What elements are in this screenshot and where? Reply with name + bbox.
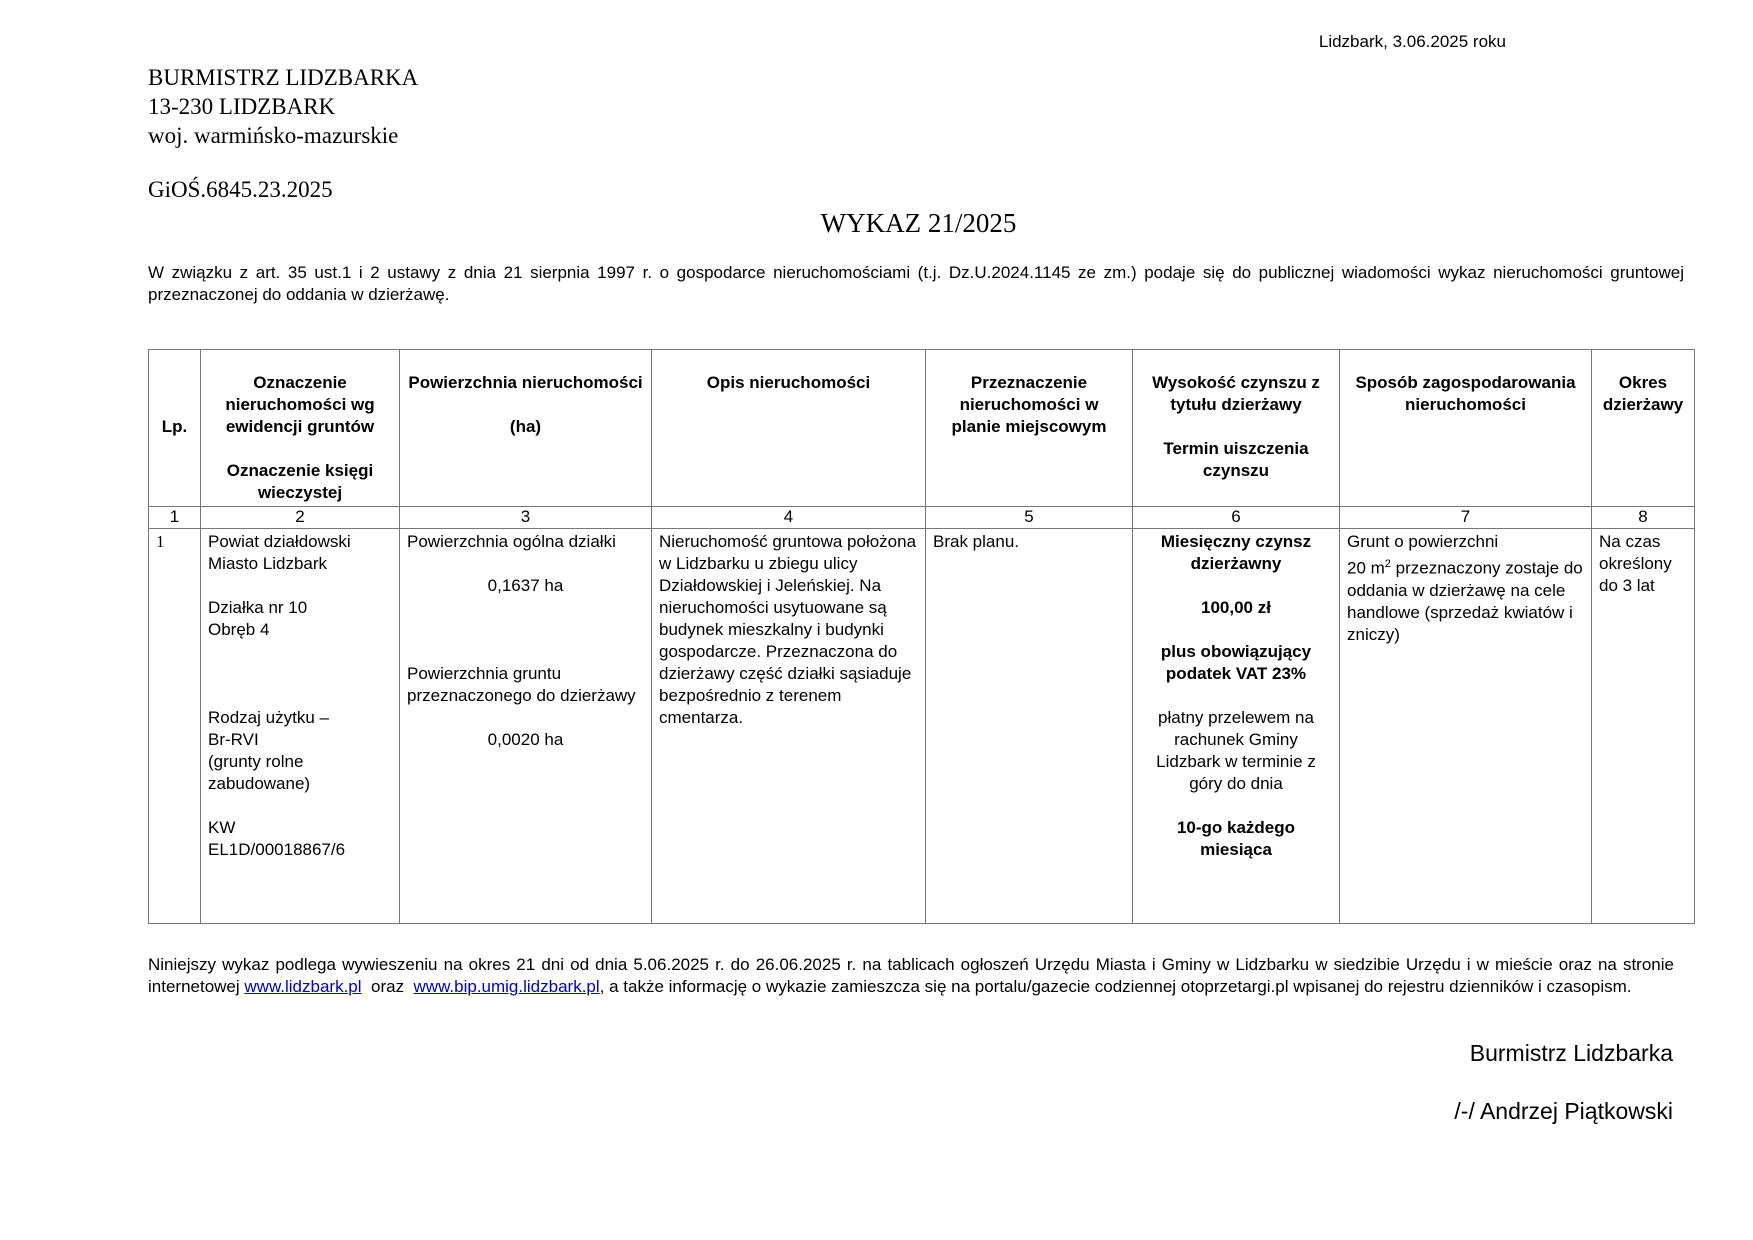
- header-designation-main: Oznaczenie nieruchomości wg ewidencji gruntów: [225, 373, 375, 436]
- cell-designation: [201, 529, 400, 924]
- column-number: 1: [149, 507, 201, 529]
- cell-zoning: Brak planu.: [926, 529, 1133, 924]
- rent-label: Miesięczny czynsz dzierżawny: [1160, 532, 1312, 573]
- designation-kw-label: KW: [208, 818, 236, 837]
- usage-purpose: przeznaczony zostaje do oddania w dzierżawę na cele handlowe (sprzedaż kwiatów i zniczy): [1347, 558, 1583, 644]
- header-rent-amount: Wysokość czynszu z tytułu dzierżawy: [1152, 373, 1320, 414]
- header-area-unit: (ha): [509, 417, 542, 436]
- designation-use-desc-1: (grunty rolne: [208, 752, 304, 771]
- column-number: 2: [201, 507, 400, 529]
- header-usage: Sposób zagospodarowania nieruchomości: [1340, 350, 1592, 507]
- area-lease-value: 0,0020 ha: [487, 730, 564, 749]
- issuer-line-1: BURMISTRZ LIDZBARKA: [148, 65, 419, 90]
- area-total-value: 0,1637 ha: [487, 576, 564, 595]
- cell-lease-period: Na czas określony do 3 lat: [1592, 529, 1695, 924]
- designation-use-type: Br-RVI: [208, 730, 259, 749]
- header-rent: [1133, 350, 1340, 507]
- designation-kw-number: EL1D/00018867/6: [208, 840, 346, 859]
- designation-precinct: Obręb 4: [208, 620, 270, 639]
- intro-paragraph: W związku z art. 35 ust.1 i 2 ustawy z dnia 21 sierpnia 1997 r. o gospodarce nieruchomościami (t.j. Dz.U.2024.1145 ze zm.) podaje się do publicznej wiadomości wykaz nieruchomości gruntowej przeznaczonej do oddania w dzierżawę.: [148, 263, 1684, 304]
- column-number: 7: [1340, 507, 1592, 529]
- rent-amount: 100,00 zł: [1201, 598, 1271, 617]
- header-rent-deadline: Termin uiszczenia czynszu: [1163, 439, 1309, 480]
- designation-plot: Działka nr 10: [208, 598, 308, 617]
- area-total-label: Powierzchnia ogólna działki: [407, 532, 616, 551]
- rent-payment: płatny przelewem na rachunek Gminy Lidzbark w terminie z góry do dnia: [1156, 708, 1316, 793]
- column-number: 8: [1592, 507, 1695, 529]
- designation-use-type-label: Rodzaj użytku –: [208, 708, 329, 727]
- header-designation: [201, 350, 400, 507]
- cell-description: Nieruchomość gruntowa położona w Lidzbarku u zbiegu ulicy Działdowskiej i Jeleńskiej. Na nieruchomości usytuowane są budynek mieszkalny i budynki gospodarcze. Przeznaczona do dzierżawy część działki sąsiaduje bezpośrednio z terenem cmentarza.: [652, 529, 926, 924]
- note-text-3: , a także informację o wykazie zamieszcza się na portalu/gazecie codziennej otoprzetargi.pl wpisanej do rejestru dzienników i czasopism.: [599, 977, 1632, 996]
- usage-area-value: 20 m: [1347, 558, 1385, 578]
- case-reference: GiOŚ.6845.23.2025: [148, 177, 333, 202]
- header-description: Opis nieruchomości: [652, 350, 926, 507]
- property-table: [148, 349, 1695, 924]
- issuer-header: [148, 63, 418, 150]
- table-header-row: [149, 350, 1695, 507]
- publication-note: [148, 954, 1674, 998]
- document-title: WYKAZ 21/2025: [820, 208, 1017, 238]
- note-text-2: oraz: [361, 977, 414, 996]
- cell-usage: [1340, 529, 1592, 924]
- signer-name: /-/ Andrzej Piątkowski: [1454, 1098, 1673, 1124]
- link-bip[interactable]: www.bip.umig.lidzbark.pl: [413, 977, 600, 996]
- column-number: 3: [400, 507, 652, 529]
- usage-area-label: Grunt o powierzchni: [1347, 532, 1499, 551]
- header-lease-period: Okres dzierżawy: [1592, 350, 1695, 507]
- column-numbers-row: [149, 507, 1695, 529]
- cell-rent: [1133, 529, 1340, 924]
- usage-area-exponent: 2: [1384, 558, 1391, 570]
- header-zoning: Przeznaczenie nieruchomości w planie miejscowym: [926, 350, 1133, 507]
- column-number: 6: [1133, 507, 1340, 529]
- cell-area: [400, 529, 652, 924]
- document-date: Lidzbark, 3.06.2025 roku: [1318, 32, 1506, 51]
- designation-town: Miasto Lidzbark: [208, 554, 328, 573]
- header-area: [400, 350, 652, 507]
- table-row: [149, 529, 1695, 924]
- header-lp: Lp.: [149, 350, 201, 507]
- column-number: 4: [652, 507, 926, 529]
- designation-county: Powiat działdowski: [208, 532, 351, 551]
- header-area-main: Powierzchnia nieruchomości: [408, 373, 643, 392]
- rent-deadline: 10-go każdego miesiąca: [1176, 818, 1296, 859]
- issuer-line-2: 13-230 LIDZBARK: [148, 94, 336, 119]
- link-lidzbark[interactable]: www.lidzbark.pl: [244, 977, 362, 996]
- designation-use-desc-2: zabudowane): [208, 774, 311, 793]
- cell-lp: 1: [149, 529, 201, 924]
- note-text-1: Niniejszy wykaz podlega wywieszeniu na okres 21 dni od dnia 5.06.2025 r. do 26.06.2025 r. na tablicach ogłoszeń Urzędu Miasta i Gminy w Lidzbarku w siedzibie Urzędu i w mieście oraz na stronie internetowej: [148, 955, 1674, 996]
- column-number: 5: [926, 507, 1133, 529]
- rent-vat: plus obowiązujący podatek VAT 23%: [1160, 642, 1312, 683]
- issuer-line-3: woj. warmińsko-mazurskie: [148, 123, 399, 148]
- header-land-register: Oznaczenie księgi wieczystej: [226, 461, 374, 502]
- area-lease-label: Powierzchnia gruntu przeznaczonego do dzierżawy: [407, 664, 636, 705]
- signer-title: Burmistrz Lidzbarka: [1469, 1040, 1673, 1066]
